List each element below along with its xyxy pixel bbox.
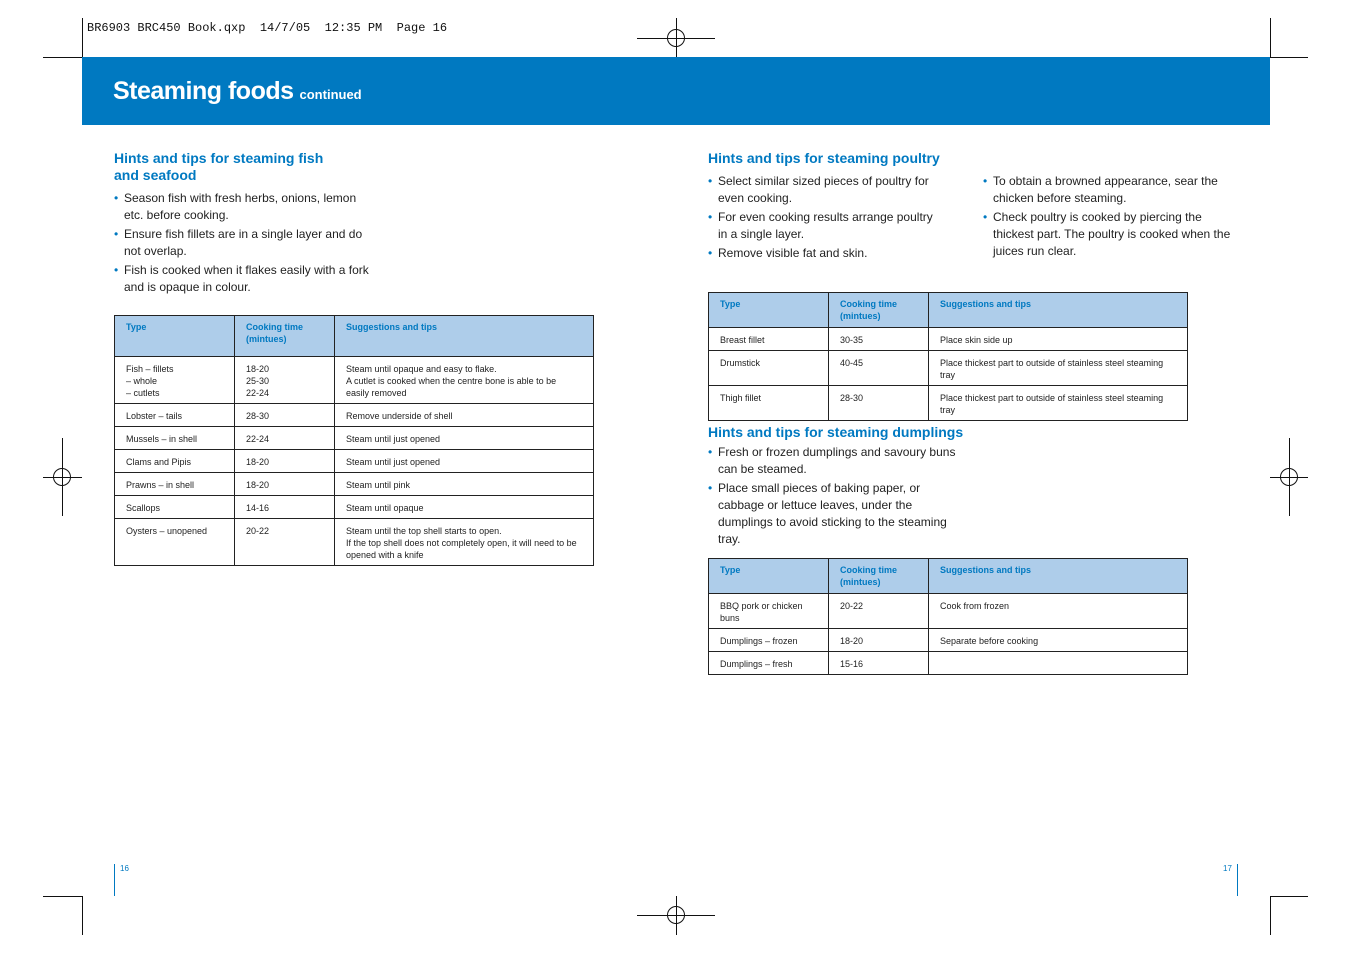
cell-tip: Steam until opaque bbox=[335, 496, 594, 519]
fish-heading-line1: Hints and tips for steaming fish bbox=[114, 150, 324, 166]
cell-type: Lobster – tails bbox=[115, 404, 235, 427]
poultry-tips-right bbox=[983, 173, 1245, 262]
cell-type: Drumstick bbox=[709, 351, 829, 386]
table-row bbox=[709, 386, 1188, 421]
cell-type: Breast fillet bbox=[709, 328, 829, 351]
header-banner bbox=[82, 57, 1270, 125]
table-header-row bbox=[709, 293, 1188, 328]
table-row bbox=[709, 652, 1188, 675]
dumplings-tip: • Place small pieces of baking paper, or cabbage or lettuce leaves, under the dumplings to avoid sticking to the steaming tray. bbox=[708, 480, 958, 548]
cell-time: 20-22 bbox=[235, 519, 335, 566]
fish-heading-line2: and seafood bbox=[114, 167, 197, 183]
cell-tip: Separate before cooking bbox=[929, 629, 1188, 652]
print-slug: BR6903 BRC450 Book.qxp 14/7/05 12:35 PM Page 16 bbox=[87, 21, 448, 35]
fish-tips-list bbox=[114, 190, 376, 298]
cell-time: 18-20 bbox=[235, 450, 335, 473]
cell-time: 18-20 bbox=[235, 473, 335, 496]
poultry-tip: • Select similar sized pieces of poultry for even cooking. bbox=[708, 173, 940, 207]
cell-tip: Steam until the top shell starts to open. If the top shell does not completely open, it will need to be opened with a knife bbox=[335, 519, 594, 566]
fish-heading bbox=[114, 150, 323, 184]
cell-time: 20-22 bbox=[829, 594, 929, 629]
poultry-table bbox=[708, 292, 1188, 421]
title-text: Steaming foods bbox=[113, 77, 294, 105]
cell-time: 28-30 bbox=[829, 386, 929, 421]
table-row bbox=[115, 404, 594, 427]
cell-tip: Place thickest part to outside of stainless steel steaming tray bbox=[929, 351, 1188, 386]
cell-time: 14-16 bbox=[235, 496, 335, 519]
poultry-tip: • Check poultry is cooked by piercing the thickest part. The poultry is cooked when the juices run clear. bbox=[983, 209, 1245, 260]
cell-type: Scallops bbox=[115, 496, 235, 519]
col-suggestions: Suggestions and tips bbox=[929, 293, 1188, 328]
table-row bbox=[709, 629, 1188, 652]
fish-tip: • Ensure fish fillets are in a single layer and do not overlap. bbox=[114, 226, 376, 260]
cell-type: Thigh fillet bbox=[709, 386, 829, 421]
cell-time: 15-16 bbox=[829, 652, 929, 675]
fish-tip: • Season fish with fresh herbs, onions, lemon etc. before cooking. bbox=[114, 190, 376, 224]
cell-type: BBQ pork or chicken buns bbox=[709, 594, 829, 629]
cell-type: Oysters – unopened bbox=[115, 519, 235, 566]
cell-type: Prawns – in shell bbox=[115, 473, 235, 496]
cell-time: 28-30 bbox=[235, 404, 335, 427]
page-number-left: 16 bbox=[120, 864, 129, 873]
cell-tip: Steam until just opened bbox=[335, 427, 594, 450]
table-row bbox=[709, 328, 1188, 351]
cell-type: Dumplings – frozen bbox=[709, 629, 829, 652]
col-cooking-time: Cooking time (mintues) bbox=[829, 293, 929, 328]
cell-tip: Remove underside of shell bbox=[335, 404, 594, 427]
page-marker-left bbox=[114, 864, 115, 896]
col-cooking-time: Cooking time (mintues) bbox=[829, 559, 929, 594]
cell-tip bbox=[929, 652, 1188, 675]
cell-time: 30-35 bbox=[829, 328, 929, 351]
cell-tip: Steam until opaque and easy to flake. A cutlet is cooked when the centre bone is able to be easily removed bbox=[335, 357, 594, 404]
table-row bbox=[709, 351, 1188, 386]
poultry-tip: • For even cooking results arrange poultry in a single layer. bbox=[708, 209, 940, 243]
col-type: Type bbox=[709, 293, 829, 328]
poultry-tips-left bbox=[708, 173, 940, 264]
cell-tip: Steam until pink bbox=[335, 473, 594, 496]
table-row bbox=[115, 496, 594, 519]
poultry-tip: • Remove visible fat and skin. bbox=[708, 245, 940, 262]
table-header-row bbox=[115, 316, 594, 357]
table-row bbox=[115, 450, 594, 473]
col-suggestions: Suggestions and tips bbox=[335, 316, 594, 357]
cell-time: 40-45 bbox=[829, 351, 929, 386]
dumplings-tip: • Fresh or frozen dumplings and savoury buns can be steamed. bbox=[708, 444, 958, 478]
fish-tip: • Fish is cooked when it flakes easily with a fork and is opaque in colour. bbox=[114, 262, 376, 296]
dumplings-heading: Hints and tips for steaming dumplings bbox=[708, 424, 964, 440]
cell-time: 18-20 25-30 22-24 bbox=[235, 357, 335, 404]
table-row bbox=[709, 594, 1188, 629]
page-title bbox=[113, 77, 362, 106]
cell-type: Clams and Pipis bbox=[115, 450, 235, 473]
table-row bbox=[115, 357, 594, 404]
cell-type: Mussels – in shell bbox=[115, 427, 235, 450]
col-type: Type bbox=[115, 316, 235, 357]
cell-type: Dumplings – fresh bbox=[709, 652, 829, 675]
cell-tip: Steam until just opened bbox=[335, 450, 594, 473]
cell-tip: Place thickest part to outside of stainless steel steaming tray bbox=[929, 386, 1188, 421]
col-suggestions: Suggestions and tips bbox=[929, 559, 1188, 594]
cell-time: 18-20 bbox=[829, 629, 929, 652]
poultry-heading: Hints and tips for steaming poultry bbox=[708, 150, 940, 166]
dumplings-table bbox=[708, 558, 1188, 675]
fish-table bbox=[114, 315, 594, 566]
dumplings-tips-list bbox=[708, 444, 958, 550]
page-marker-right bbox=[1237, 864, 1238, 896]
table-row bbox=[115, 427, 594, 450]
col-type: Type bbox=[709, 559, 829, 594]
col-cooking-time: Cooking time (mintues) bbox=[235, 316, 335, 357]
table-header-row bbox=[709, 559, 1188, 594]
cell-type: Fish – fillets – whole – cutlets bbox=[115, 357, 235, 404]
title-subtitle: continued bbox=[299, 87, 362, 102]
poultry-tip: • To obtain a browned appearance, sear the chicken before steaming. bbox=[983, 173, 1245, 207]
table-row bbox=[115, 519, 594, 566]
cell-time: 22-24 bbox=[235, 427, 335, 450]
page-number-right: 17 bbox=[1223, 864, 1232, 873]
cell-tip: Cook from frozen bbox=[929, 594, 1188, 629]
cell-tip: Place skin side up bbox=[929, 328, 1188, 351]
table-row bbox=[115, 473, 594, 496]
